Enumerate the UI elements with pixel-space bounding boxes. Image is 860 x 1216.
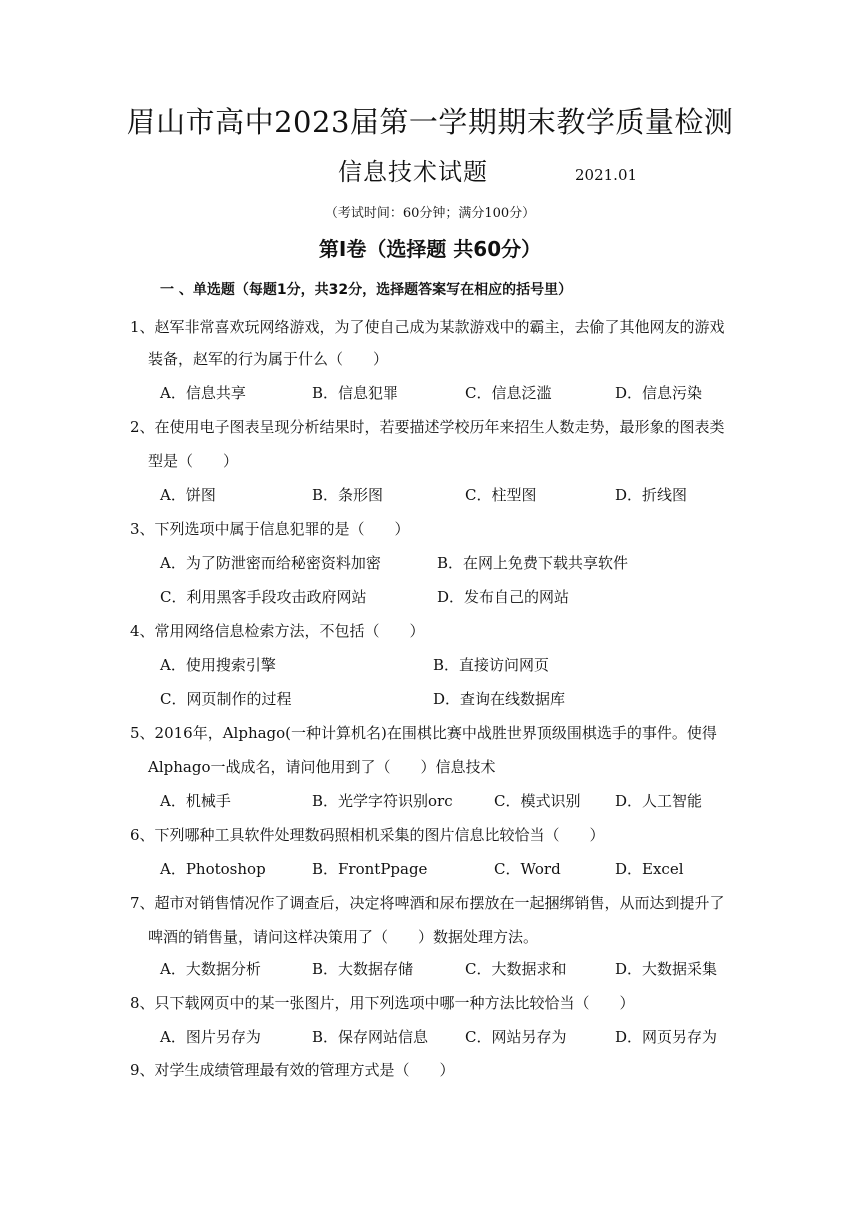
question-4-option-a: A．使用搜索引擎 [160, 656, 276, 674]
part-title: 第Ⅰ卷（选择题 共60分） [318, 237, 542, 261]
question-2-option-c: C．柱型图 [465, 486, 537, 504]
question-7-line-2: 啤酒的销售量，请问这样决策用了（ ）数据处理方法。 [148, 928, 539, 946]
question-8-option-c: C．网站另存为 [465, 1028, 567, 1046]
question-1-line-2: 装备，赵军的行为属于什么（ ） [148, 350, 389, 368]
page-title: 眉山市高中2023届第一学期期末教学质量检测 [126, 105, 734, 139]
question-7-option-d: D．大数据采集 [615, 960, 718, 978]
question-2-option-d: D．折线图 [615, 486, 688, 504]
question-5-option-c: C．模式识别 [494, 792, 581, 810]
question-5-option-b: B．光学字符识别orc [312, 792, 453, 810]
question-7-option-b: B．大数据存储 [312, 960, 414, 978]
question-7-option-c: C．大数据求和 [465, 960, 567, 978]
question-3-option-a: A．为了防泄密而给秘密资料加密 [160, 554, 381, 572]
question-2-option-a: A．饼图 [160, 486, 216, 504]
question-2-option-b: B．条形图 [312, 486, 384, 504]
question-1-option-d: D．信息污染 [615, 384, 703, 402]
question-1-option-b: B．信息犯罪 [312, 384, 399, 402]
question-7-line-1: 7、超市对销售情况作了调查后，决定将啤酒和尿布摆放在一起捆绑销售，从而达到提升了 [130, 894, 725, 912]
question-2-line-2: 型是（ ） [148, 452, 239, 470]
question-5-option-a: A．机械手 [160, 792, 231, 810]
question-5-line-1: 5、2016年，Alphago(一种计算机名)在围棋比赛中战胜世界顶级围棋选手的事件。使得 [130, 724, 717, 742]
subject-title: 信息技术试题 [338, 158, 488, 186]
question-4-option-c: C．网页制作的过程 [160, 690, 292, 708]
question-6-option-b: B．FrontPpage [312, 860, 428, 878]
question-4-option-b: B．直接访问网页 [433, 656, 550, 674]
question-8-option-d: D．网页另存为 [615, 1028, 718, 1046]
question-3-line-1: 3、下列选项中属于信息犯罪的是（ ） [130, 520, 410, 538]
question-1-option-c: C．信息泛滥 [465, 384, 552, 402]
question-9-line-1: 9、对学生成绩管理最有效的管理方式是（ ） [130, 1061, 455, 1079]
question-5-line-2: Alphago一战成名，请问他用到了（ ）信息技术 [148, 758, 496, 776]
question-5-option-d: D．人工智能 [615, 792, 703, 810]
exam-date: 2021.01 [575, 166, 638, 184]
question-4-option-d: D．查询在线数据库 [433, 690, 566, 708]
question-3-option-d: D．发布自己的网站 [437, 588, 570, 606]
question-6-line-1: 6、下列哪种工具软件处理数码照相机采集的图片信息比较恰当（ ） [130, 826, 605, 844]
question-8-line-1: 8、只下载网页中的某一张图片，用下列选项中哪一种方法比较恰当（ ） [130, 994, 635, 1012]
question-6-option-a: A．Photoshop [160, 860, 266, 878]
question-1-option-a: A．信息共享 [160, 384, 246, 402]
question-7-option-a: A．大数据分析 [160, 960, 261, 978]
question-3-option-c: C．利用黑客手段攻击政府网站 [160, 588, 367, 606]
section-heading: 一 、单选题（每题1分，共32分，选择题答案写在相应的括号里） [160, 282, 573, 298]
question-3-option-b: B．在网上免费下载共享软件 [437, 554, 629, 572]
subtitle-row [0, 152, 860, 192]
question-2-line-1: 2、在使用电子图表呈现分析结果时，若要描述学校历年来招生人数走势，最形象的图表类 [130, 418, 725, 436]
question-6-option-d: D．Excel [615, 860, 684, 878]
question-6-option-c: C．Word [494, 860, 561, 878]
exam-info: （考试时间：60分钟；满分100分） [324, 206, 536, 221]
question-8-option-b: B．保存网站信息 [312, 1028, 429, 1046]
question-1-line-1: 1、赵军非常喜欢玩网络游戏，为了使自己成为某款游戏中的霸主，去偷了其他网友的游戏 [130, 318, 725, 336]
question-4-line-1: 4、常用网络信息检索方法，不包括（ ） [130, 622, 425, 640]
question-8-option-a: A．图片另存为 [160, 1028, 261, 1046]
